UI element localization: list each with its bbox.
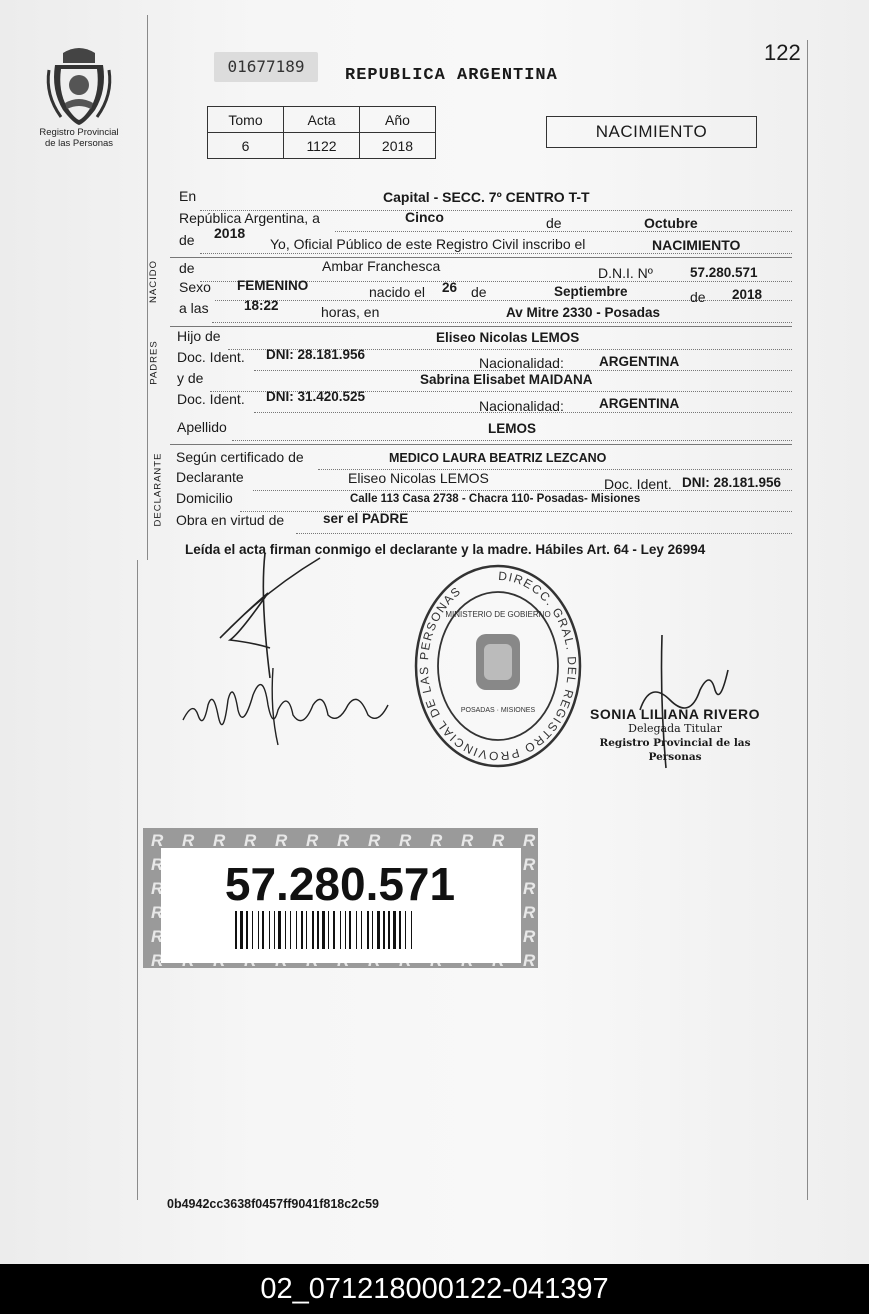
- barcode-bar: [290, 911, 291, 949]
- value-dni: 57.280.571: [690, 265, 758, 280]
- value-dia: Cinco: [405, 209, 444, 225]
- value-nac-madre: ARGENTINA: [599, 396, 680, 411]
- value-anio-nac: 2018: [732, 287, 763, 302]
- scan-filename: 02_071218000122-041397: [0, 1264, 869, 1314]
- left-margin-line-lower: [137, 560, 138, 1200]
- value-certificado: MEDICO LAURA BEATRIZ LEZCANO: [389, 451, 607, 465]
- value-dia-nac: 26: [442, 280, 458, 295]
- barcode-bar: [312, 911, 314, 949]
- registry-logo: [34, 45, 124, 149]
- label-y-de: y de: [177, 370, 204, 386]
- value-apellido: LEMOS: [488, 421, 537, 436]
- barcode-bar: [252, 911, 253, 949]
- value-madre: Sabrina Elisabet MAIDANA: [420, 372, 593, 387]
- barcode-bar: [274, 911, 275, 949]
- value-anio: 2018: [214, 225, 246, 241]
- table-value-acta: 1122: [284, 133, 360, 159]
- dotted-line: [232, 440, 792, 441]
- value-dni-declarante: DNI: 28.181.956: [682, 475, 782, 490]
- value-nac-padre: ARGENTINA: [599, 354, 680, 369]
- dotted-line: [335, 231, 792, 232]
- right-margin-line: [807, 40, 808, 1200]
- value-mes-nac: Septiembre: [554, 284, 628, 299]
- barcode-bar: [345, 911, 346, 949]
- label-de-birthyear: de: [690, 289, 706, 305]
- stamp-inner-text: MINISTERIO DE GOBIERNO: [445, 610, 551, 619]
- section-label-nacido: NACIDO: [147, 260, 159, 303]
- label-sexo: Sexo: [179, 279, 211, 295]
- dni-sticker: [143, 828, 538, 968]
- value-nombre: Ambar Franchesca: [322, 258, 441, 274]
- section-label-declarante: DECLARANTE: [152, 452, 164, 527]
- registry-caption-1: Registro Provincial: [39, 127, 119, 138]
- province-seal-icon: [43, 45, 115, 127]
- value-domicilio: Calle 113 Casa 2738 - Chacra 110- Posadas- Misiones: [350, 493, 641, 505]
- barcode-bar: [317, 911, 319, 949]
- dotted-line: [253, 490, 792, 491]
- tomo-acta-ano-table: [207, 106, 436, 159]
- signer-block: [575, 706, 775, 764]
- label-en: En: [179, 188, 197, 204]
- section-label-padres: PADRES: [148, 340, 160, 385]
- label-nacionalidad-1: Nacionalidad:: [479, 355, 564, 371]
- value-dni-padre: DNI: 28.181.956: [266, 347, 366, 362]
- section-divider: [170, 444, 792, 445]
- barcode-bar: [258, 911, 259, 949]
- barcode-bar: [383, 911, 385, 949]
- signer-office: Registro Provincial de las Personas: [599, 737, 751, 763]
- label-de-day: de: [471, 284, 487, 300]
- label-doc-ident-1: Doc. Ident.: [177, 349, 245, 365]
- barcode-bar: [388, 911, 390, 949]
- value-mes: Octubre: [644, 215, 698, 231]
- barcode-bar: [262, 911, 264, 949]
- label-de-year: de: [179, 232, 195, 248]
- table-value-ano: 2018: [360, 133, 436, 159]
- barcode-bar: [278, 911, 281, 949]
- label-doc-ident-2: Doc. Ident.: [177, 391, 245, 407]
- value-lugar: Capital - SECC. 7º CENTRO T-T: [383, 189, 590, 205]
- barcode-bar: [269, 911, 270, 949]
- label-declarante: Declarante: [176, 469, 244, 485]
- table-header-tomo: Tomo: [208, 107, 284, 133]
- serial-number: 01677189: [214, 52, 318, 82]
- value-padre: Eliseo Nicolas LEMOS: [436, 330, 580, 345]
- signer-role: Delegada Titular: [628, 722, 722, 735]
- barcode-bar: [349, 911, 351, 949]
- label-horas-en: horas, en: [321, 304, 380, 320]
- label-republica: República Argentina, a: [179, 210, 320, 226]
- signer-name: SONIA LILIANA RIVERO: [590, 706, 760, 722]
- value-declarante: Eliseo Nicolas LEMOS: [348, 470, 489, 486]
- barcode-bar: [322, 911, 325, 949]
- registry-caption-2: de las Personas: [44, 138, 114, 149]
- table-header-acta: Acta: [284, 107, 360, 133]
- stamp-ring-text: DIRECC. GRAL. DEL REGISTRO PROVINCIAL DE LAS PERSONAS: [416, 568, 580, 764]
- label-a-las: a las: [179, 300, 209, 316]
- barcode-bar: [367, 911, 369, 949]
- barcode-bar: [296, 911, 297, 949]
- label-apellido: Apellido: [177, 419, 227, 435]
- label-dni: D.N.I. Nº: [598, 265, 653, 281]
- stamp-inner-bottom: POSADAS · MISIONES: [460, 707, 536, 714]
- section-divider: [170, 257, 792, 258]
- act-type-box: NACIMIENTO: [546, 116, 757, 148]
- value-obra: ser el PADRE: [323, 511, 409, 526]
- table-value-tomo: 6: [208, 133, 284, 159]
- label-nacido-el: nacido el: [369, 284, 426, 300]
- sticker-graphic: [143, 828, 538, 968]
- barcode-bar: [306, 911, 307, 949]
- label-inscribo: Yo, Oficial Público de este Registro Civil inscribo el: [270, 236, 586, 252]
- barcode-bar: [411, 911, 412, 949]
- label-de: de: [546, 215, 562, 231]
- value-hora: 18:22: [244, 298, 279, 313]
- label-de-name: de: [179, 260, 195, 276]
- value-sexo: FEMENINO: [237, 278, 309, 293]
- barcode-bar: [399, 911, 401, 949]
- mother-signature: [178, 660, 398, 750]
- official-stamp: [412, 562, 584, 768]
- sticker-number: 57.280.571: [224, 858, 456, 910]
- value-dni-madre: DNI: 31.420.525: [266, 389, 366, 404]
- barcode-bar: [285, 911, 286, 949]
- barcode-bar: [246, 911, 248, 949]
- barcode-bar: [340, 911, 341, 949]
- barcode-bar: [235, 911, 237, 949]
- barcode-bar: [405, 911, 406, 949]
- label-nacionalidad-2: Nacionalidad:: [479, 398, 564, 414]
- legal-text: Leída el acta firman conmigo el declarante y la madre. Hábiles Art. 64 - Ley 26994: [185, 542, 706, 557]
- label-doc-ident-3: Doc. Ident.: [604, 476, 672, 492]
- barcode-bar: [301, 911, 303, 949]
- barcode-bar: [377, 911, 380, 949]
- dotted-line: [212, 322, 792, 323]
- dotted-line: [200, 253, 792, 254]
- label-domicilio: Domicilio: [176, 490, 233, 506]
- barcode-bar: [240, 911, 243, 949]
- section-divider: [170, 326, 792, 327]
- dotted-line: [296, 533, 792, 534]
- table-header-ano: Año: [360, 107, 436, 133]
- label-segun: Según certificado de: [176, 449, 304, 465]
- value-acto: NACIMIENTO: [652, 237, 741, 253]
- barcode-bar: [361, 911, 362, 949]
- page-number: 122: [764, 40, 801, 65]
- barcode-bar: [356, 911, 357, 949]
- document-hash: 0b4942cc3638f0457ff9041f818c2c59: [167, 1197, 379, 1211]
- value-lugar-nac: Av Mitre 2330 - Posadas: [506, 305, 661, 320]
- barcode-bar: [372, 911, 373, 949]
- barcode-bar: [333, 911, 335, 949]
- barcode-bar: [393, 911, 396, 949]
- country-title: REPUBLICA ARGENTINA: [345, 66, 558, 85]
- barcode-bar: [328, 911, 329, 949]
- label-hijo-de: Hijo de: [177, 328, 221, 344]
- label-obra: Obra en virtud de: [176, 512, 285, 528]
